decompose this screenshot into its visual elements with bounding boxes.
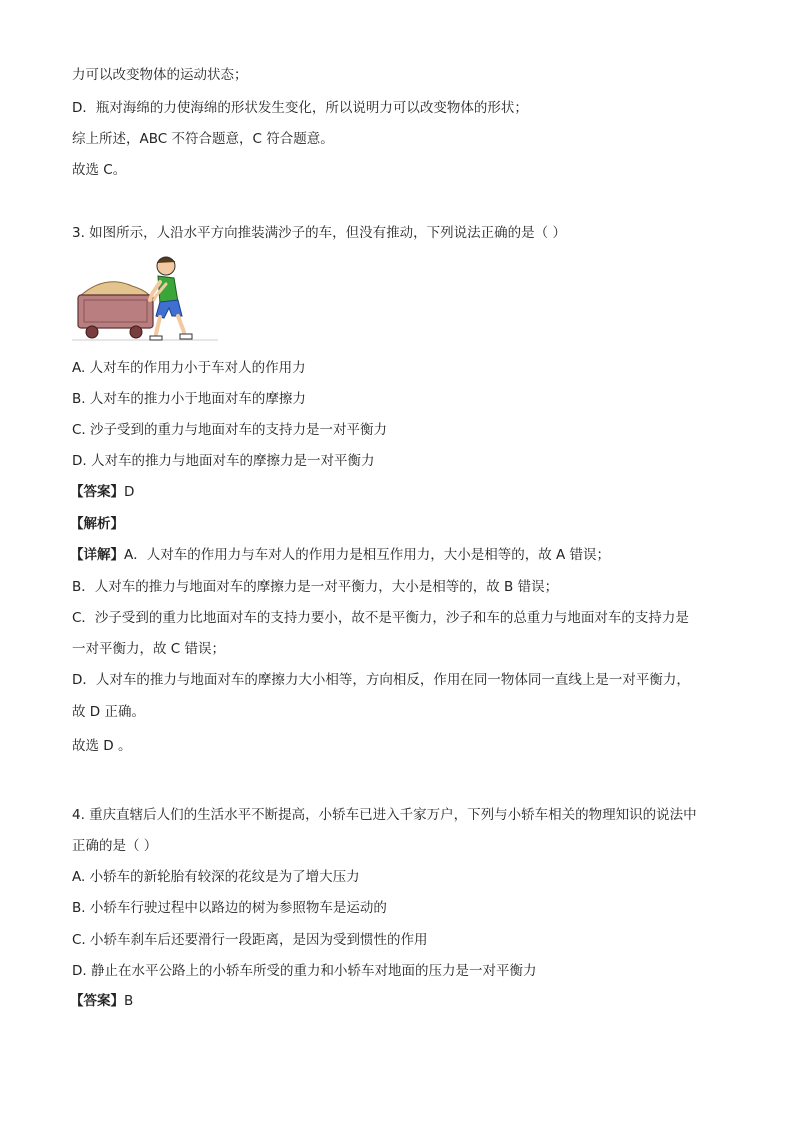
question-3-detail-a bbox=[70, 545, 610, 565]
sand-heap bbox=[80, 282, 150, 296]
question-4-answer bbox=[70, 991, 133, 1011]
cart-wheel-left bbox=[86, 326, 98, 338]
question-3-conclusion: 故选 D 。 bbox=[72, 738, 132, 754]
answer-value: D bbox=[124, 484, 135, 500]
question-4-option-a: A. 小轿车的新轮胎有较深的花纹是为了增大压力 bbox=[72, 869, 360, 885]
prev-answer-line-1: 力可以改变物体的运动状态； bbox=[72, 67, 248, 83]
question-3-option-b: B. 人对车的推力小于地面对车的摩擦力 bbox=[72, 391, 306, 407]
question-4-stem-line-1: 4. 重庆直辖后人们的生活水平不断提高，小轿车已进入千家万户，下列与小轿车相关的物理知识的说法中 bbox=[72, 807, 697, 823]
question-3-option-a: A. 人对车的作用力小于车对人的作用力 bbox=[72, 360, 306, 376]
question-3-detail-d-line-2: 故 D 正确。 bbox=[72, 704, 145, 720]
detail-a-text: A．人对车的作用力与车对人的作用力是相互作用力，大小是相等的，故 A 错误； bbox=[124, 547, 611, 563]
cart-wheel-right bbox=[130, 326, 142, 338]
question-3-analysis-tag bbox=[70, 514, 124, 534]
answer-tag: 【答案】 bbox=[70, 484, 124, 500]
push-cart-illustration bbox=[70, 250, 220, 350]
question-3-detail-c-line-2: 一对平衡力，故 C 错误； bbox=[72, 641, 226, 657]
question-3-detail-c-line-1: C．沙子受到的重力比地面对车的支持力要小，故不是平衡力，沙子和车的总重力与地面对车的支持力是 bbox=[72, 610, 689, 626]
prev-answer-conclusion: 故选 C。 bbox=[72, 162, 127, 178]
answer-tag: 【答案】 bbox=[70, 993, 124, 1009]
analysis-tag: 【解析】 bbox=[70, 516, 124, 532]
answer-value: B bbox=[124, 993, 134, 1009]
question-4-option-b: B. 小轿车行驶过程中以路边的树为参照物车是运动的 bbox=[72, 900, 387, 916]
question-3-option-d: D. 人对车的推力与地面对车的摩擦力是一对平衡力 bbox=[72, 453, 375, 469]
question-4-stem-line-2: 正确的是（ ） bbox=[72, 838, 158, 854]
question-4-option-d: D. 静止在水平公路上的小轿车所受的重力和小轿车对地面的压力是一对平衡力 bbox=[72, 963, 537, 979]
detail-tag: 【详解】 bbox=[70, 547, 124, 563]
question-3-stem: 3. 如图所示，人沿水平方向推装满沙子的车，但没有推动，下列说法正确的是（ ） bbox=[72, 225, 566, 241]
question-3-detail-b: B．人对车的推力与地面对车的摩擦力是一对平衡力，大小是相等的，故 B 错误； bbox=[72, 579, 559, 595]
prev-answer-line-2: D．瓶对海绵的力使海绵的形状发生变化，所以说明力可以改变物体的形状； bbox=[72, 100, 528, 116]
question-3-detail-d-line-1: D．人对车的推力与地面对车的摩擦力大小相等，方向相反，作用在同一物体同一直线上是一对平衡力， bbox=[72, 672, 690, 688]
question-4-option-c: C. 小轿车刹车后还要滑行一段距离，是因为受到惯性的作用 bbox=[72, 932, 428, 948]
question-3-option-c: C. 沙子受到的重力与地面对车的支持力是一对平衡力 bbox=[72, 422, 388, 438]
prev-answer-line-3: 综上所述，ABC 不符合题意，C 符合题意。 bbox=[72, 131, 334, 147]
question-3-answer bbox=[70, 482, 134, 502]
